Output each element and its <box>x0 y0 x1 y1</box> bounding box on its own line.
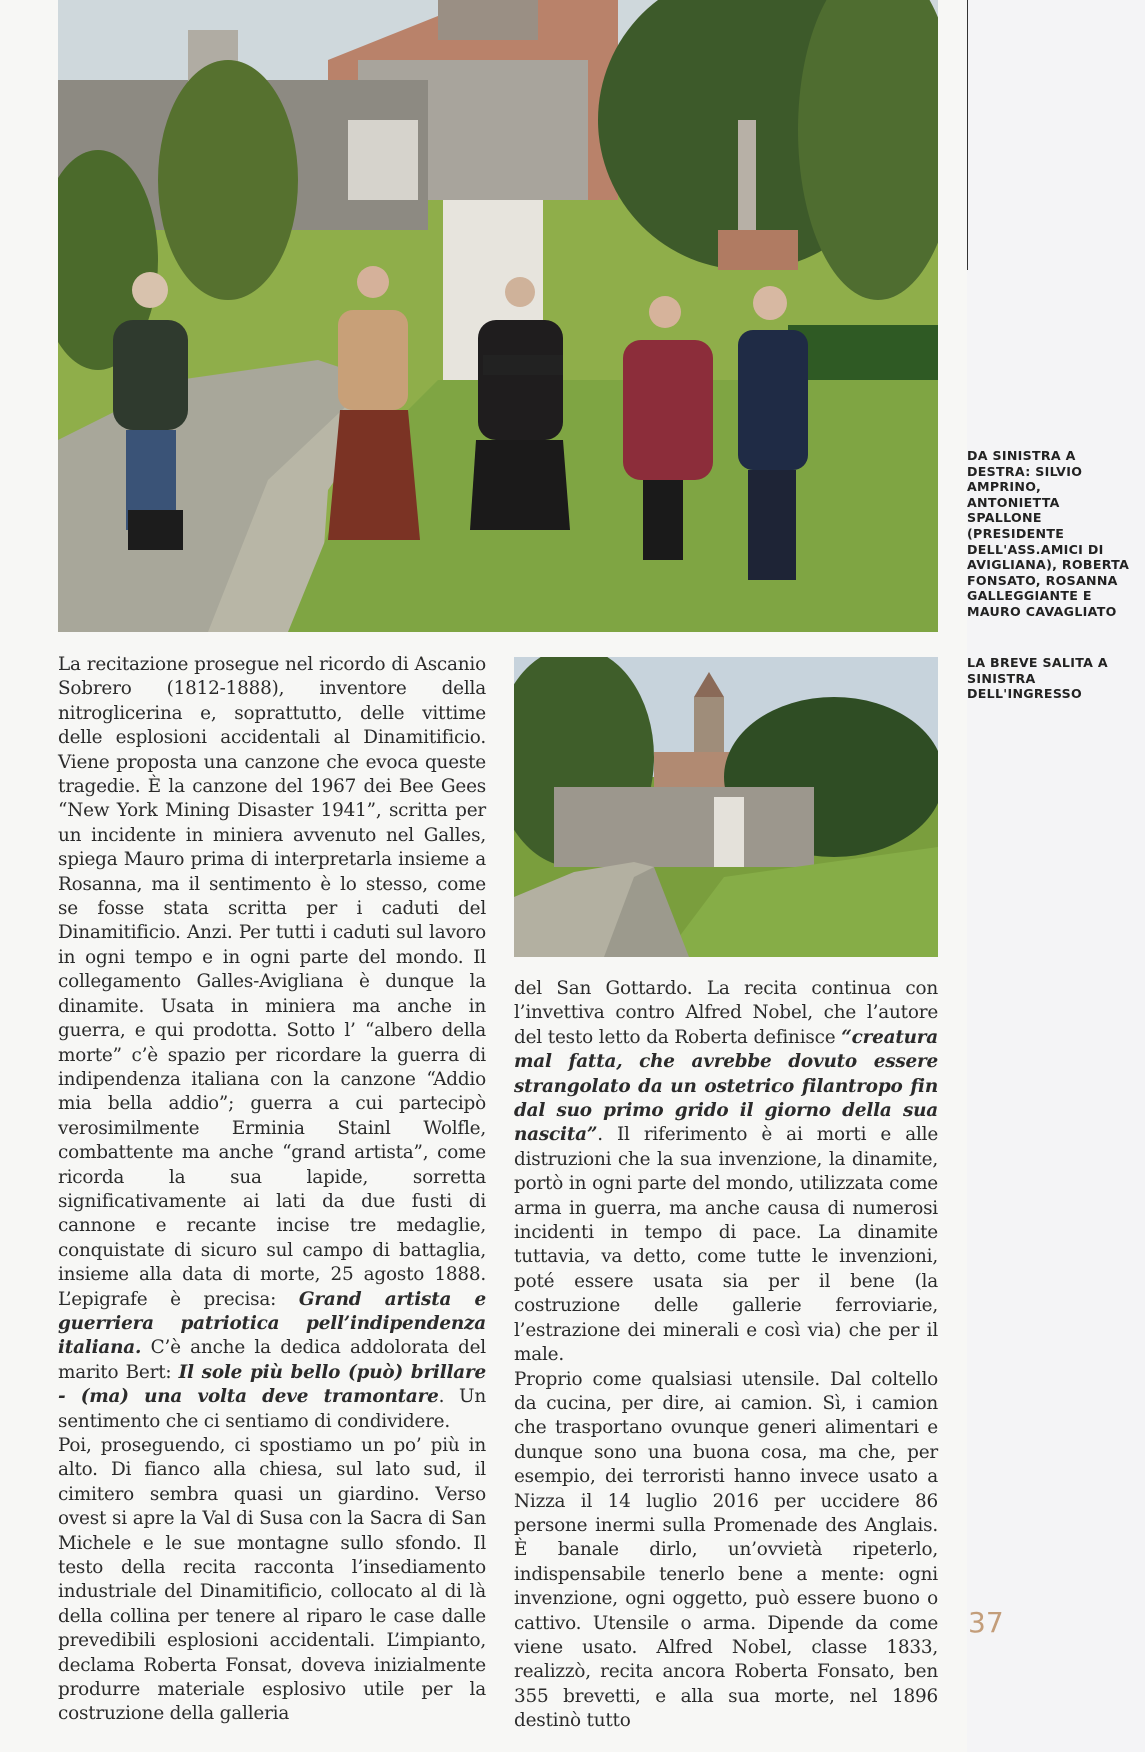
article-column-left <box>58 653 486 1727</box>
photo-caption-secondary: LA BREVE SALITA A SINISTRA DELL'INGRESSO <box>967 655 1108 702</box>
paragraph-text: . Un sentimento che ci sentiamo di condividere. <box>58 1386 486 1432</box>
article-column-right <box>514 977 938 1734</box>
page-number: 37 <box>968 1606 1004 1639</box>
margin-divider-line <box>967 0 968 270</box>
paragraph-text: del San Gottardo. La recita continua con l’invettiva contro Alfred Nobel, che l’autore del testo letto da Roberta definisce <box>514 978 938 1048</box>
article-paragraph <box>514 977 938 1368</box>
photo-caption-main: DA SINISTRA A DESTRA: SILVIO AMPRINO, ANTONIETTA SPALLONE (PRESIDENTE DELL'ASS.AMICI DI AVIGLIANA), ROBERTA FONSATO, ROSANNA GALLEGGIANTE E MAURO CAVAGLIATO <box>967 448 1130 619</box>
paragraph-text: La recitazione prosegue nel ricordo di Ascanio Sobrero (1812-1888), inventore della nitroglicerina e, soprattutto, delle vittime delle esplosioni accidentali al Dinamitificio. Viene proposta una canzone che evoca queste tragedie. È la canzone del 1967 dei Bee Gees “New York Mining Disaster 1941”, scritta per un incidente in miniera avvenuto nel Galles, spiega Mauro prima di interpretarla insieme a Rosanna, ma il sentimento è lo stesso, come se fosse stata scritta per i caduti del Dinamitificio. Anzi. Per tutti i caduti sul lavoro in ogni tempo e in ogni parte del mondo. Il collegamento Galles-Avigliana è dunque la dinamite. Usata in miniera ma anche in guerra, e qui prodotta. Sotto l’ “albero della morte” c’è spazio per ricordare la guerra di indipendenza italiana con la canzone “Addio mia bella addio”; guerra a cui partecipò verosimilmente Erminia Stainl Wolfle, combattente ma anche “grand artista”, come ricorda la sua lapide, sorretta significativamente ai lati da due fusti di cannone e recante incise tre medaglie, conquistate di sicuro sul campo di battaglia, insieme alla data di morte, 25 agosto 1888. L’epigrafe è precisa: <box>58 654 486 1310</box>
article-paragraph: Proprio come qualsiasi utensile. Dal coltello da cucina, per dire, ai camion. Sì, i camion che trasportano ovunque generi alimentari e dunque sono una buona cosa, ma che, per esempio, dei terroristi hanno invece usato a Nizza il 14 luglio 2016 per uccidere 86 persone inermi sulla Promenade des Anglais. È banale dirlo, un’ovvietà ripeterlo, indispensabile tenerlo bene a mente: ogni invenzione, ogni oggetto, può essere buono o cattivo. Utensile o arma. Dipende da come viene usato. Alfred Nobel, classe 1833, realizzò, recita ancora Roberta Fonsato, ben 355 brevetti, e alla sua morte, nel 1896 destinò tutto <box>514 1368 938 1732</box>
nobel-quote: “creatura mal fatta, che avrebbe dovuto essere strangolato da un ostetrico filantropo fin dal suo primo grido il giorno della sua nascita” <box>514 1026 938 1146</box>
article-paragraph <box>58 653 486 1434</box>
main-photo-performers-cemetery <box>58 0 938 632</box>
secondary-photo-cemetery-path <box>514 657 938 957</box>
paragraph-text: . Il riferimento è ai morti e alle distruzioni che la sua invenzione, la dinamite, portò in ogni parte del mondo, utilizzata come arma in guerra, ma anche causa di numerosi incidenti in tempo di pace. La dinamite tuttavia, va detto, come tutte le invenzioni, poté essere usata sia per il bene (la costruzione delle gallerie ferroviarie, l’estrazione dei minerali e così via) che per il male. <box>514 1124 938 1366</box>
epigraph-quote: Grand artista e guerriera patriotica pell’indipendenza italiana. <box>58 1288 486 1359</box>
paragraph-text: C’è anche la dedica addolorata del marito Bert: <box>58 1337 486 1383</box>
dedication-quote: Il sole più bello (può) brillare - (ma) una volta deve tramontare <box>58 1361 486 1408</box>
article-paragraph: Poi, proseguendo, ci spostiamo un po’ più in alto. Di fianco alla chiesa, sul lato sud, il cimitero sembra quasi un giardino. Verso ovest si apre la Val di Susa con la Sacra di San Michele e le sue montagne sullo sfondo. Il testo della recita racconta l’insediamento industriale del Dinamitificio, collocato al di là della collina per tenere al riparo le case dalle prevedibili esplosioni accidentali. L’impianto, declama Roberta Fonsat, doveva inizialmente produrre materiale esplosivo utile per la costruzione della galleria <box>58 1435 486 1725</box>
right-margin-strip <box>967 0 1145 1752</box>
